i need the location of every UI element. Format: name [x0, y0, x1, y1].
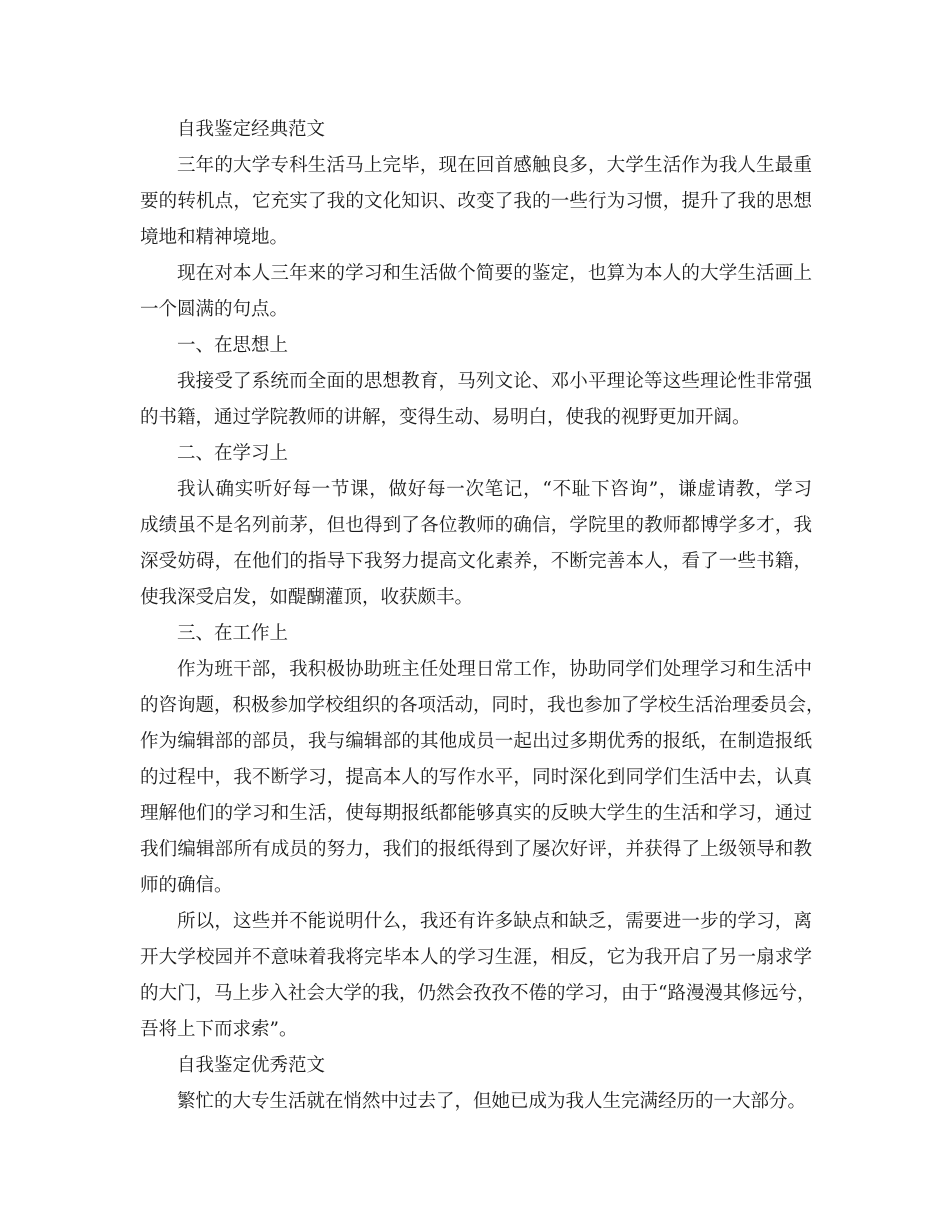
section-title: 自我鉴定经典范文	[177, 119, 326, 140]
section-heading: 一、在思想上	[177, 335, 289, 356]
paragraph-line: 开大学校园并不意味着我将完毕本人的学习生涯，相反，它为我开启了另一扇求学	[140, 947, 812, 968]
paragraph-line: 现在对本人三年来的学习和生活做个简要的鉴定，也算为本人的大学生活画上	[177, 263, 812, 284]
paragraph-line: 一个圆满的句点。	[140, 299, 289, 320]
paragraph-line: 成绩虽不是名列前茅，但也得到了各位教师的确信，学院里的教师都博学多才，我	[140, 515, 812, 536]
section-heading: 二、在学习上	[177, 443, 289, 464]
paragraph-line: 使我深受启发，如醍醐灌顶，收获颇丰。	[140, 587, 474, 608]
paragraph-line: 要的转机点，它充实了我的文化知识、改变了我的一些行为习惯，提升了我的思想	[140, 191, 812, 212]
paragraph-line: 的大门，马上步入社会大学的我，仍然会孜孜不倦的学习，由于“路漫漫其修远兮，	[140, 983, 816, 1004]
paragraph-line: 我们编辑部所有成员的努力，我们的报纸得到了屡次好评，并获得了上级领导和教	[140, 839, 812, 860]
paragraph-line: 所以，这些并不能说明什么，我还有许多缺点和缺乏，需要进一步的学习，离	[177, 911, 812, 932]
paragraph-line: 我接受了系统而全面的思想教育，马列文论、邓小平理论等这些理论性非常强	[177, 371, 812, 392]
paragraph-line: 师的确信。	[140, 875, 233, 896]
paragraph-line: 的书籍，通过学院教师的讲解，变得生动、易明白，使我的视野更加开阔。	[140, 407, 751, 428]
paragraph-line: 吾将上下而求索”。	[140, 1019, 298, 1040]
paragraph-line: 作为班干部，我积极协助班主任处理日常工作，协助同学们处理学习和生活中	[177, 659, 812, 680]
paragraph-line: 三年的大学专科生活马上完毕，现在回首感触良多，大学生活作为我人生最重	[177, 155, 812, 176]
section-title: 自我鉴定优秀范文	[177, 1055, 326, 1076]
paragraph-line: 的过程中，我不断学习，提高本人的写作水平，同时深化到同学们生活中去，认真	[140, 767, 812, 788]
paragraph-line: 我认确实听好每一节课，做好每一次笔记，“不耻下咨询”，谦虚请教，学习	[177, 479, 812, 500]
section-heading: 三、在工作上	[177, 623, 289, 644]
paragraph-line: 深受妨碍，在他们的指导下我努力提高文化素养，不断完善本人，看了一些书籍，	[140, 551, 812, 572]
paragraph-line: 繁忙的大专生活就在悄然中过去了，但她已成为我人生完满经历的一大部分。	[177, 1091, 807, 1112]
paragraph-line: 作为编辑部的部员，我与编辑部的其他成员一起出过多期优秀的报纸，在制造报纸	[140, 731, 812, 752]
paragraph-line: 理解他们的学习和生活，使每期报纸都能够真实的反映大学生的生活和学习，通过	[140, 803, 812, 824]
paragraph-line: 的咨询题，积极参加学校组织的各项活动，同时，我也参加了学校生活治理委员会，	[140, 695, 825, 716]
paragraph-line: 境地和精神境地。	[140, 227, 289, 248]
